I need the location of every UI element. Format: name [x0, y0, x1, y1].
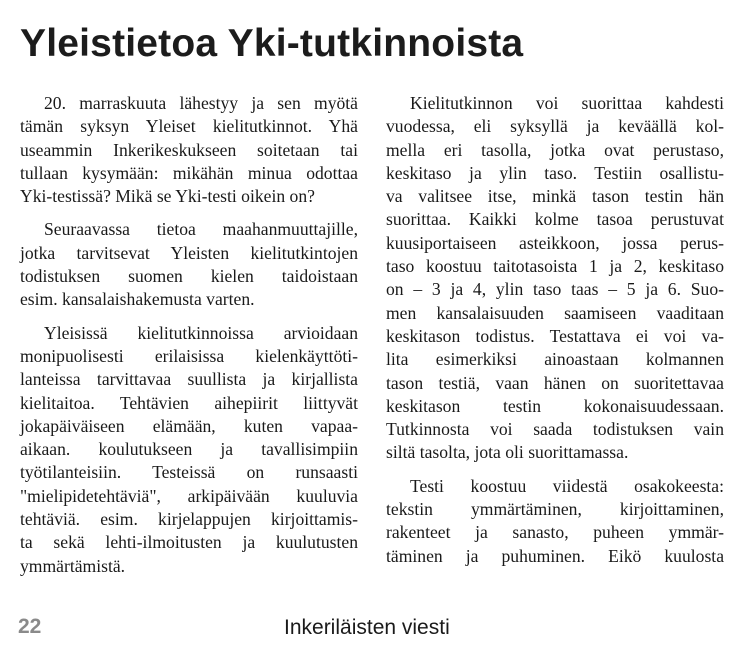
text-line: jotka tarvitsevat Yleisten kielitutkintojen: [20, 242, 358, 263]
text-line: rakenteet ja sanasto, puheen ymmär-: [386, 522, 724, 543]
text-line: lanteissa tarvittavaa suullista ja kirjallista: [20, 369, 358, 390]
text-line: Kielitutkinnon voi suorittaa kahdesti: [410, 93, 724, 113]
text-line: "mielipidetehtäviä", arkipäivään kuuluvia: [20, 485, 358, 506]
text-line: tason testiä, vaan hänen on suoritettavaa: [386, 372, 724, 393]
text-line: täminen ja puhuminen. Eikö kuulosta: [386, 545, 724, 566]
text-line: Yleisissä kielitutkinnoissa arvioidaan: [44, 322, 358, 343]
text-line: jokapäiväiseen elämään, kuten vapaa-: [20, 415, 358, 436]
text-line: Seuraavassa tietoa maahanmuuttajille,: [44, 219, 358, 240]
text-line: keskitaso ja ylin taso. Testiin osallistu-: [386, 162, 724, 183]
text-line: lita esimerkiksi ainoastaan kolmannen: [386, 349, 724, 370]
paragraph: [386, 92, 724, 465]
text-line: esim. kansalaishakemusta varten.: [20, 289, 255, 310]
text-line: vuodessa, eli syksyllä ja keväällä kol-: [386, 116, 724, 137]
paragraph: [386, 475, 724, 568]
text-line: siltä tasolta, jota oli suorittamassa.: [386, 442, 629, 463]
text-line: työtilanteisiin. Testeissä on runsaasti: [20, 462, 358, 483]
text-line: mella eri tasolla, jotka ovat perustaso,: [386, 139, 724, 160]
paragraph: [20, 322, 358, 578]
text-line: on – 3 ja 4, ylin taso taas – 5 ja 6. Suo-: [386, 279, 724, 300]
text-line: aikaan. koulutukseen ja tavallisimpiin: [20, 439, 358, 460]
text-line: men kansalaisuuden saamiseen vaaditaan: [386, 302, 724, 323]
text-line: Tutkinnosta voi saada todistuksen vain: [386, 419, 724, 440]
paragraph: [20, 92, 358, 208]
text-line: 20. marraskuuta lähestyy ja sen myötä: [44, 93, 358, 113]
text-line: ta sekä lehti-ilmoitusten ja kuulutusten: [20, 532, 358, 553]
right-column: [386, 92, 724, 568]
publication-name: Inkeriläisten viesti: [284, 616, 450, 639]
text-line: suorittaa. Kaikki kolme tasoa perustuvat: [386, 209, 724, 230]
page-number: 22: [18, 615, 42, 638]
text-line: useammin Inkerikeskukseen soitetaan tai: [20, 139, 358, 160]
text-line: tullaan kysymään: mikähän minua odottaa: [20, 162, 358, 183]
text-line: tämän syksyn Yleiset kielitutkinnot. Yhä: [20, 116, 358, 137]
text-line: monipuolisesti erilaisissa kielenkäyttöti-: [20, 345, 358, 366]
text-line: keskitason todistus. Testattava ei voi va-: [386, 325, 724, 346]
text-line: kuusiportaiseen asteikkoon, jossa perus-: [386, 232, 724, 253]
paragraph: [20, 218, 358, 311]
article-title: Yleistietoa Yki-tutkinnoista: [20, 22, 524, 65]
text-line: Yki-testissä? Mikä se Yki-testi oikein on?: [20, 186, 315, 207]
text-line: Testi koostuu viidestä osakokeesta:: [410, 475, 724, 496]
text-line: keskitason testin kokonaisuudessaan.: [386, 395, 724, 416]
left-column: [20, 92, 358, 578]
text-line: va valitsee itse, minkä tason testin hän: [386, 186, 724, 207]
text-line: todistuksen suomen kielen taidoistaan: [20, 266, 358, 287]
text-line: kielitaitoa. Tehtävien aihepiirit liittyvät: [20, 392, 358, 413]
text-line: tekstin ymmärtäminen, kirjoittaminen,: [386, 499, 724, 520]
text-line: taso koostuu taitotasoista 1 ja 2, keskitaso: [386, 256, 724, 277]
text-line: ymmärtämistä.: [20, 555, 126, 576]
text-line: tehtäviä. esim. kirjelappujen kirjoittamis-: [20, 509, 358, 530]
